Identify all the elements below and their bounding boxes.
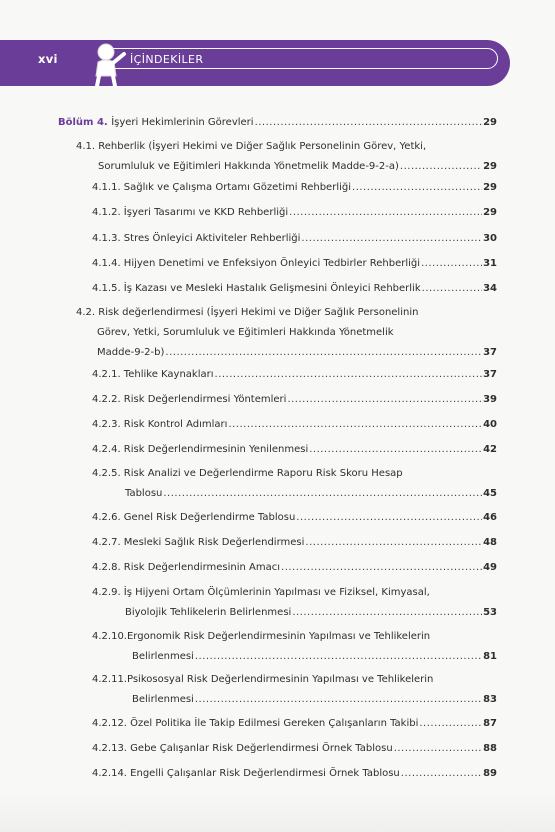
entry-title-line: Belirlenmesi [132, 651, 194, 662]
leader-dots [301, 229, 482, 249]
leader-dots [401, 764, 482, 784]
page-ref: 42 [483, 444, 497, 455]
entry-title-line: Sorumluluk ve Eğitimleri Hakkında Yönetmelik Madde-9-2-a) [98, 161, 399, 172]
entry-title: 4.2.6. Genel Risk Değerlendirme Tablosu [92, 512, 296, 523]
entry-title: 4.2.8. Risk Değerlendirmesinin Amacı [92, 562, 281, 573]
entry-title-line: Biyolojik Tehlikelerin Belirlenmesi [125, 607, 292, 618]
page-ref: 37 [483, 369, 497, 380]
leader-dots [292, 603, 482, 623]
page-ref: 29 [483, 161, 497, 172]
leader-dots [394, 739, 482, 759]
toc-entry-4-2[interactable] [76, 303, 497, 363]
toc-entry-4-2-12[interactable] [92, 714, 497, 734]
page-ref: 37 [483, 347, 497, 358]
leader-dots [228, 415, 482, 435]
page-ref: 46 [483, 512, 497, 523]
entry-title: 4.2.1. Tehlike Kaynakları [92, 369, 214, 380]
leader-dots [419, 714, 482, 734]
toc-entry-4-2-1[interactable] [92, 365, 497, 385]
entry-title: 4.2.4. Risk Değerlendirmesinin Yenilenmesi [92, 444, 309, 455]
entry-title: 4.2.12. Özel Politika İle Takip Edilmesi Gereken Çalışanların Takibi [92, 718, 419, 729]
toc-entry-4-2-14[interactable] [92, 764, 497, 784]
page-ref: 30 [483, 233, 497, 244]
toc-entry-4-2-6[interactable] [92, 508, 497, 528]
entry-title: 4.2.2. Risk Değerlendirmesi Yöntemleri [92, 394, 287, 405]
page-ref: 34 [483, 283, 497, 294]
leader-dots [165, 343, 482, 363]
leader-dots [195, 647, 482, 667]
entry-title-line: 4.2.11.Psikososyal Risk Değerlendirmesinin Yapılması ve Tehlikelerin [92, 674, 434, 685]
page-ref: 40 [483, 419, 497, 430]
toc-entry-4-2-8[interactable] [92, 558, 497, 578]
chapter-label: Bölüm 4. [58, 117, 108, 128]
entry-title-line: Tablosu [125, 488, 163, 499]
leader-dots [163, 484, 482, 504]
leader-dots [287, 390, 482, 410]
entry-title-line: 4.2.10.Ergonomik Risk Değerlendirmesinin Yapılması ve Tehlikelerin [92, 631, 431, 642]
toc-chapter-4[interactable] [58, 113, 497, 133]
page-ref: 53 [483, 607, 497, 618]
page-ref: 48 [483, 537, 497, 548]
page-ref: 29 [483, 117, 497, 128]
toc-entry-4-2-13[interactable] [92, 739, 497, 759]
toc-entry-4-1-2[interactable] [92, 203, 497, 223]
leader-dots [422, 279, 482, 299]
entry-title-line: Madde-9-2-b) [97, 347, 165, 358]
entry-title-line: Belirlenmesi [132, 694, 194, 705]
entry-title: 4.1.2. İşyeri Tasarımı ve KKD Rehberliği [92, 207, 289, 218]
page-ref: 29 [483, 207, 497, 218]
entry-title: 4.1.4. Hijyen Denetimi ve Enfeksiyon Önleyici Tedbirler Rehberliği [92, 258, 421, 269]
toc-entry-4-2-2[interactable] [92, 390, 497, 410]
entry-title: 4.1.1. Sağlık ve Çalışma Ortamı Gözetimi Rehberliği [92, 182, 352, 193]
toc-entry-4-2-11[interactable] [92, 670, 497, 710]
entry-title-line: 4.1. Rehberlik (İşyeri Hekimi ve Diğer Sağlık Personelinin Görev, Yetki, [76, 141, 427, 152]
leader-dots [289, 203, 482, 223]
leader-dots [195, 690, 482, 710]
toc-entry-4-2-9[interactable] [92, 583, 497, 623]
entry-title: 4.2.3. Risk Kontrol Adımları [92, 419, 228, 430]
leader-dots [352, 178, 482, 198]
page-ref: 81 [483, 651, 497, 662]
toc-entry-4-2-5[interactable] [92, 464, 497, 504]
page-ref: 39 [483, 394, 497, 405]
presenter-figure-icon [86, 40, 130, 88]
entry-title-line: 4.2.9. İş Hijyeni Ortam Ölçümlerinin Yapılması ve Fiziksel, Kimyasal, [92, 587, 430, 598]
entry-title: 4.2.14. Engelli Çalışanlar Risk Değerlendirmesi Örnek Tablosu [92, 768, 400, 779]
page-ref: 89 [483, 768, 497, 779]
chapter-title: İşyeri Hekimlerinin Görevleri [111, 117, 254, 128]
page-ref: 88 [483, 743, 497, 754]
page-title: İÇİNDEKİLER [130, 53, 204, 66]
page-ref: 83 [483, 694, 497, 705]
leader-dots [305, 533, 482, 553]
page-ref: 31 [483, 258, 497, 269]
toc-entry-4-2-3[interactable] [92, 415, 497, 435]
page-number: xvi [38, 52, 58, 66]
leader-dots [281, 558, 482, 578]
toc-entry-4-2-4[interactable] [92, 440, 497, 460]
toc-entry-4-1-3[interactable] [92, 229, 497, 249]
entry-title: 4.2.13. Gebe Çalışanlar Risk Değerlendirmesi Örnek Tablosu [92, 743, 393, 754]
toc-entry-4-1[interactable] [76, 137, 497, 177]
entry-title: 4.1.3. Stres Önleyici Aktiviteler Rehberliği [92, 233, 301, 244]
page-ref: 45 [483, 488, 497, 499]
entry-title: 4.1.5. İş Kazası ve Mesleki Hastalık Gelişmesini Önleyici Rehberlik [92, 283, 421, 294]
leader-dots [309, 440, 482, 460]
toc-entry-4-1-4[interactable] [92, 254, 497, 274]
toc-entry-4-1-5[interactable] [92, 279, 497, 299]
toc-entry-4-2-10[interactable] [92, 627, 497, 667]
leader-dots [296, 508, 482, 528]
entry-title-line: Görev, Yetki, Sorumluluk ve Eğitimleri Hakkında Yönetmelik [97, 327, 394, 338]
entry-title: 4.2.7. Mesleki Sağlık Risk Değerlendirmesi [92, 537, 305, 548]
page-ref: 29 [483, 182, 497, 193]
page-ref: 87 [483, 718, 497, 729]
page-bottom-shade [0, 792, 555, 832]
entry-title-line: 4.2.5. Risk Analizi ve Değerlendirme Raporu Risk Skoru Hesap [92, 468, 403, 479]
toc-entry-4-2-7[interactable] [92, 533, 497, 553]
leader-dots [255, 113, 483, 133]
leader-dots [215, 365, 483, 385]
page-ref: 49 [483, 562, 497, 573]
entry-title-line: 4.2. Risk değerlendirmesi (İşyeri Hekimi ve Diğer Sağlık Personelinin [76, 307, 419, 318]
toc-entry-4-1-1[interactable] [92, 178, 497, 198]
leader-dots [421, 254, 482, 274]
leader-dots [400, 157, 482, 177]
